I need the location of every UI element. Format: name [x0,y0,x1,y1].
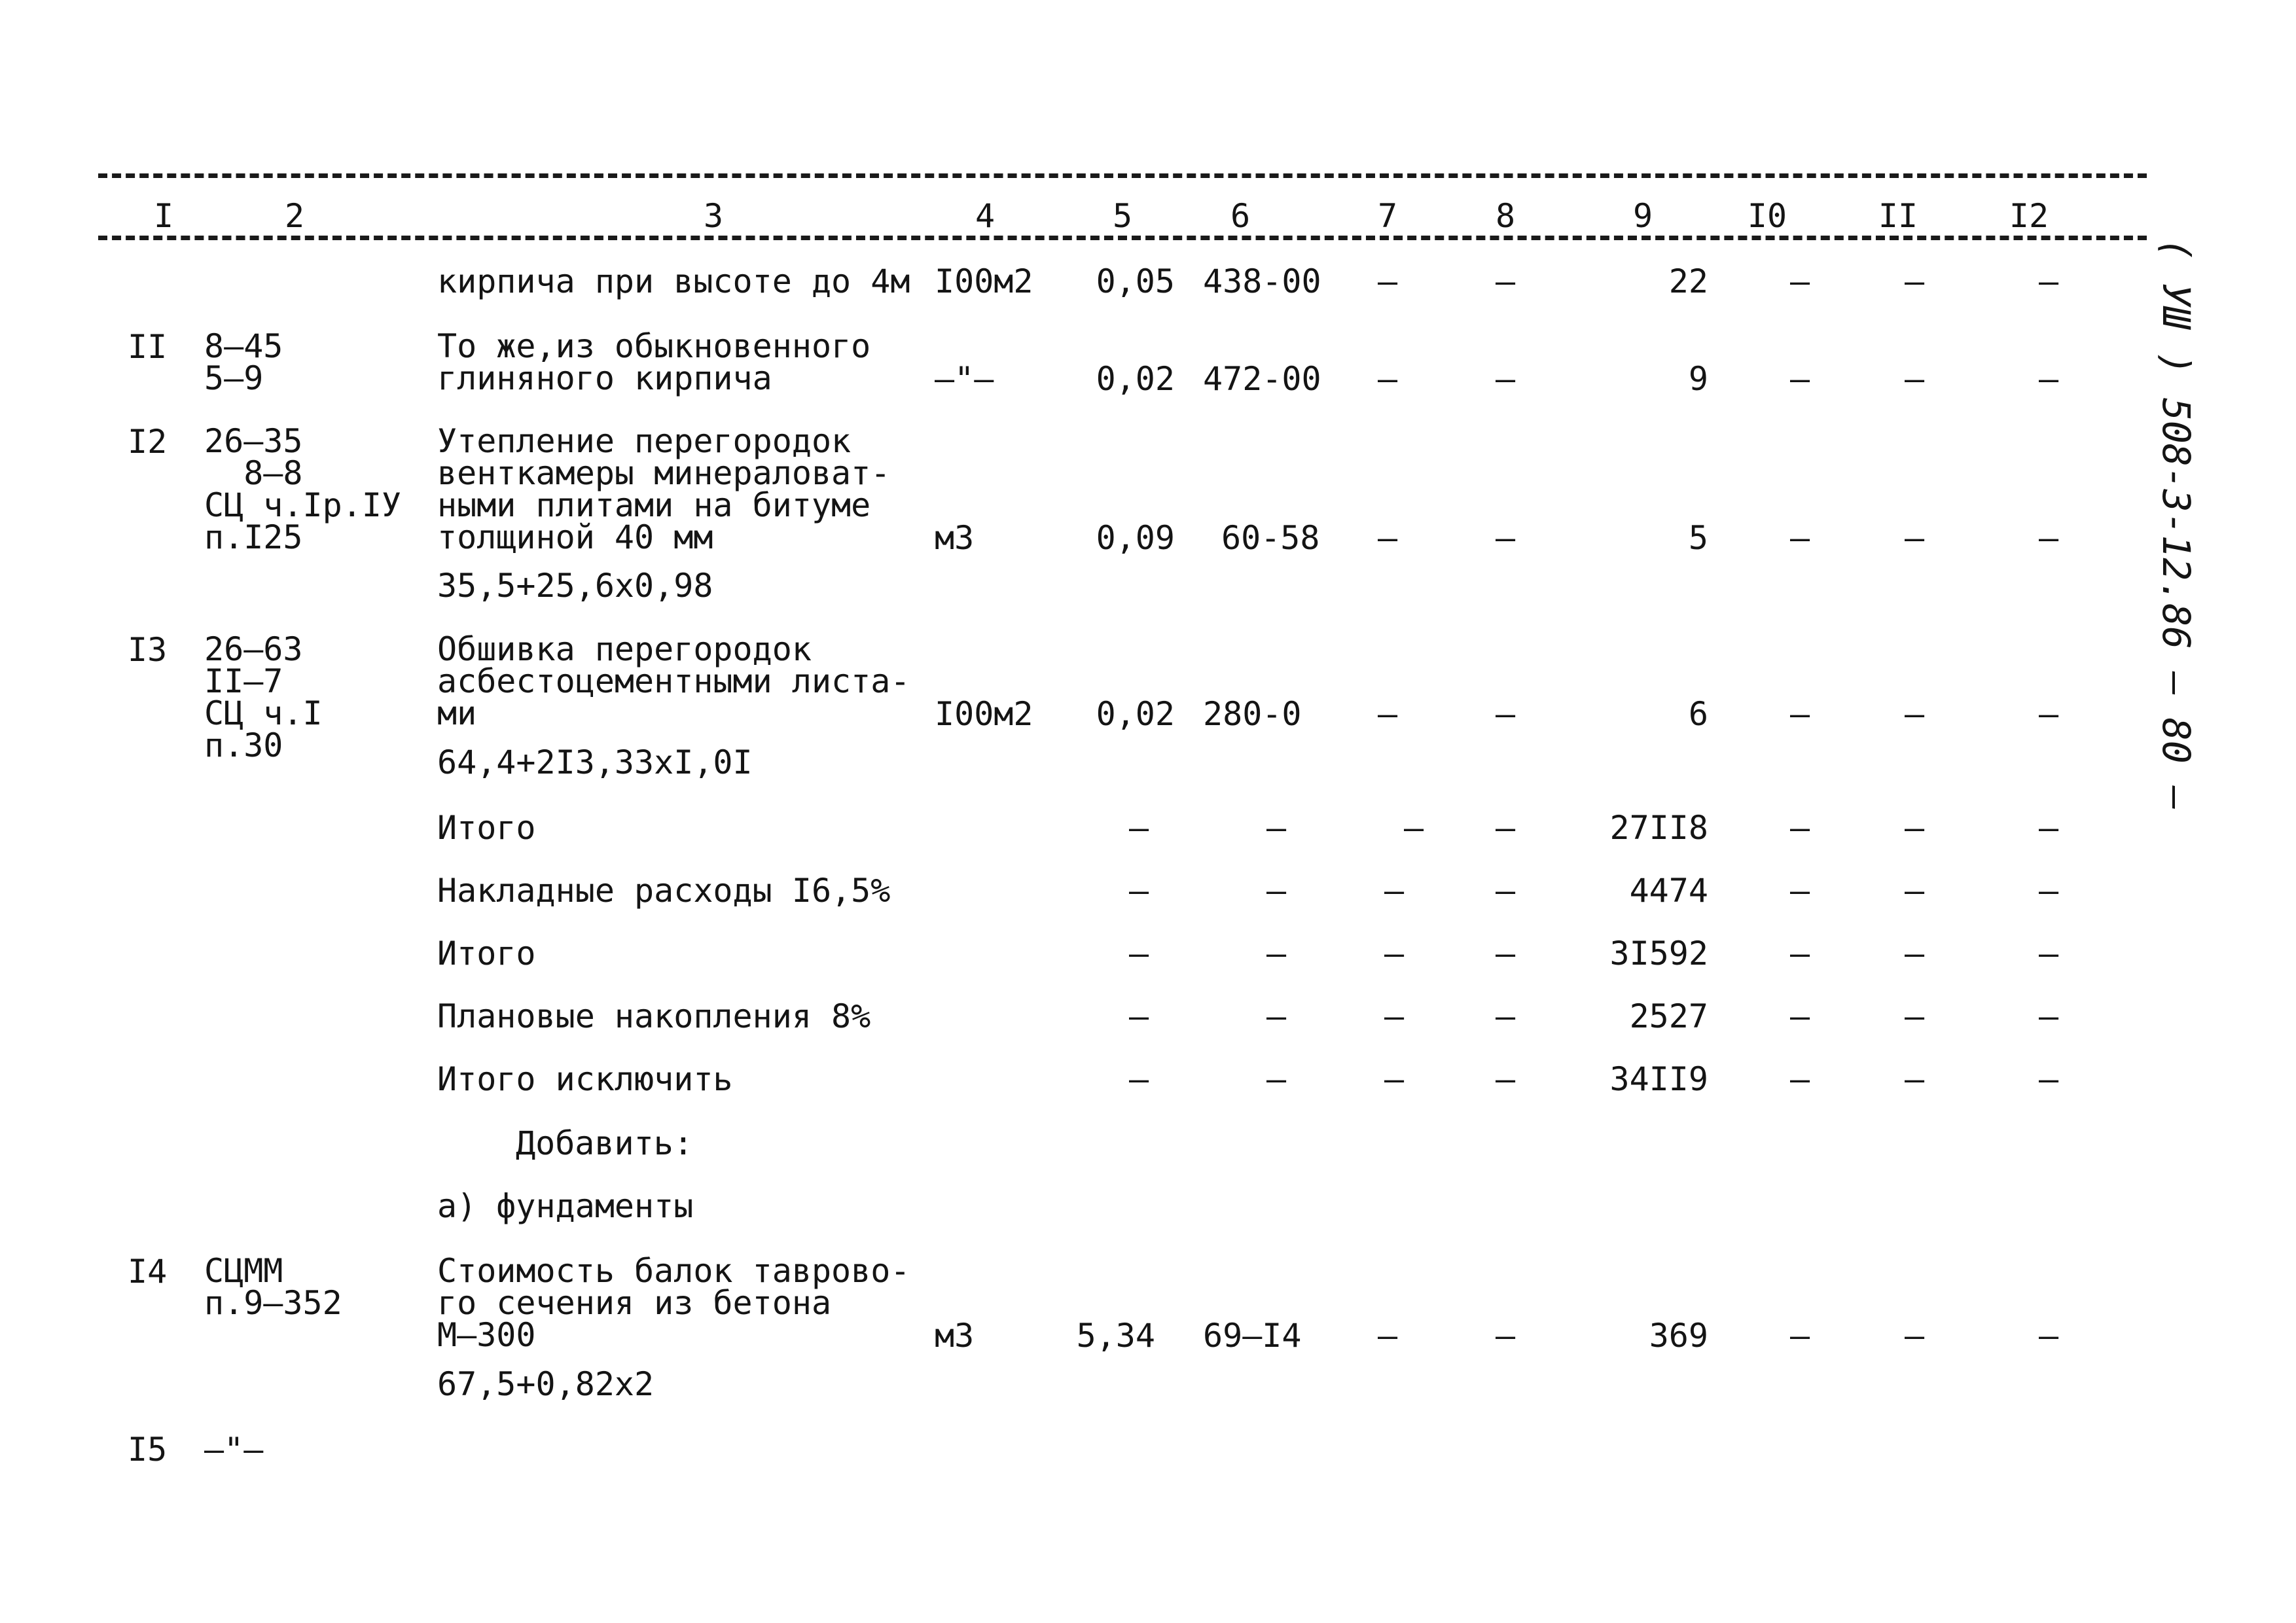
row-description: Обшивка перегородок асбестоцементными листа- ми [437,630,910,732]
summary-col6: – [1266,997,1287,1035]
summary-col9: 27II8 [1609,809,1708,847]
summary-col11: – [1904,809,1925,847]
row-col10: – [1789,1317,1810,1355]
summary-col9: 2527 [1629,997,1708,1035]
row-col5: 0,02 [1096,695,1175,733]
col-header-7: 7 [1377,197,1398,235]
add-subheading: а) фундаменты [437,1187,694,1225]
summary-col11: – [1904,872,1925,910]
row-formula: 67,5+0,82х2 [437,1365,655,1403]
summary-col12: – [2038,997,2059,1035]
summary-col8: – [1495,997,1516,1035]
row-description: кирпича при высоте до 4м [437,262,910,300]
row-col10: – [1789,519,1810,557]
summary-label: Итого [437,935,536,972]
summary-col9: 3I592 [1609,935,1708,972]
row-col7: – [1377,360,1398,398]
row-number: I2 [128,423,168,461]
col-header-11: II [1878,197,1918,235]
col-header-1: I [153,197,174,235]
side-annotation-text: ( УШ ) 508-3-12.86 – 80 – [2154,238,2198,810]
summary-col5: – [1128,809,1149,847]
row-col9: 9 [1688,360,1708,398]
col-header-4: 4 [975,197,996,235]
row-col11: – [1904,1317,1925,1355]
summary-col5: – [1128,997,1149,1035]
summary-col10: – [1789,997,1810,1035]
row-col7: – [1377,519,1398,557]
col-header-10: I0 [1747,197,1787,235]
row-col5: 0,09 [1096,519,1175,557]
summary-col7: – [1384,872,1405,910]
summary-col9: 4474 [1629,872,1708,910]
row-code: 8–45 5–9 [204,327,283,397]
row-col8: – [1495,695,1516,733]
summary-col6: – [1266,809,1287,847]
row-col12: – [2038,262,2059,300]
summary-label: Плановые накопления 8% [437,997,871,1035]
row-col6: 60-58 [1221,519,1320,557]
row-col7: – [1377,262,1398,300]
col-header-2: 2 [284,197,305,235]
summary-col7: – [1384,997,1405,1035]
row-description: Стоимость балок таврово- го сечения из бетона М–300 [437,1252,910,1354]
summary-col6: – [1266,872,1287,910]
summary-col8: – [1495,935,1516,972]
row-col8: – [1495,519,1516,557]
row-col10: – [1789,360,1810,398]
row-col8: – [1495,262,1516,300]
row-col5: 0,05 [1096,262,1175,300]
summary-col12: – [2038,872,2059,910]
row-number: I3 [128,631,168,669]
header-rule [98,236,2147,240]
summary-label: Итого исключить [437,1060,733,1098]
row-col5: 0,02 [1096,360,1175,398]
row-col11: – [1904,695,1925,733]
row-unit: –"– [935,360,994,398]
summary-col9: 34II9 [1609,1060,1708,1098]
row-code: 26–63 II–7 СЦ ч.I п.30 [204,630,323,764]
summary-col10: – [1789,872,1810,910]
summary-col10: – [1789,809,1810,847]
row-code: –"– [204,1431,264,1469]
row-col6: 472-00 [1203,360,1321,398]
row-col6: 438-00 [1203,262,1321,300]
row-col9: 5 [1688,519,1708,557]
summary-col12: – [2038,809,2059,847]
row-col11: – [1904,360,1925,398]
row-formula: 64,4+2I3,33хI,0I [437,743,753,781]
row-unit: м3 [935,519,975,557]
add-heading: Добавить: [516,1124,693,1162]
row-formula: 35,5+25,6х0,98 [437,567,713,605]
row-unit: м3 [935,1317,975,1355]
col-header-6: 6 [1230,197,1251,235]
row-col12: – [2038,695,2059,733]
summary-col7: – [1384,1060,1405,1098]
summary-col12: – [2038,1060,2059,1098]
summary-col10: – [1789,935,1810,972]
summary-col8: – [1495,809,1516,847]
summary-col5: – [1128,872,1149,910]
row-col8: – [1495,360,1516,398]
col-header-9: 9 [1632,197,1653,235]
row-col6: 280-0 [1203,695,1302,733]
row-col11: – [1904,519,1925,557]
row-col11: – [1904,262,1925,300]
row-col12: – [2038,519,2059,557]
row-description: Утепление перегородок венткамеры минераловат- ными плитами на битуме толщиной 40 мм [437,422,891,556]
row-col9: 22 [1668,262,1708,300]
row-col7: – [1377,1317,1398,1355]
summary-col11: – [1904,997,1925,1035]
top-rule [98,173,2147,178]
summary-col8: – [1495,872,1516,910]
summary-col5: – [1128,1060,1149,1098]
row-col8: – [1495,1317,1516,1355]
summary-col6: – [1266,1060,1287,1098]
col-header-12: I2 [2009,197,2049,235]
col-header-3: 3 [703,197,724,235]
summary-col6: – [1266,935,1287,972]
summary-col5: – [1128,935,1149,972]
row-description: То же,из обыкновенного глиняного кирпича [437,327,871,397]
summary-col11: – [1904,935,1925,972]
row-col5: 5,34 [1076,1317,1155,1355]
row-col10: – [1789,262,1810,300]
col-header-5: 5 [1112,197,1133,235]
summary-col8: – [1495,1060,1516,1098]
row-code: СЦММ п.9–352 [204,1252,342,1322]
row-col7: – [1377,695,1398,733]
side-annotation [2130,238,2222,810]
summary-label: Итого [437,809,536,847]
summary-col12: – [2038,935,2059,972]
summary-col10: – [1789,1060,1810,1098]
row-number: I5 [128,1431,168,1469]
row-unit: I00м2 [935,695,1033,733]
row-col9: 369 [1649,1317,1708,1355]
row-col6: 69–I4 [1203,1317,1302,1355]
col-header-8: 8 [1495,197,1516,235]
row-col12: – [2038,1317,2059,1355]
summary-col7: – [1403,809,1424,847]
row-col10: – [1789,695,1810,733]
row-unit: I00м2 [935,262,1033,300]
row-number: II [128,328,168,366]
row-col9: 6 [1688,695,1708,733]
row-number: I4 [128,1253,168,1291]
row-code: 26–35 8–8 СЦ ч.Iр.IУ п.I25 [204,422,402,556]
summary-label: Накладные расходы I6,5% [437,872,891,910]
summary-col7: – [1384,935,1405,972]
row-col12: – [2038,360,2059,398]
summary-col11: – [1904,1060,1925,1098]
